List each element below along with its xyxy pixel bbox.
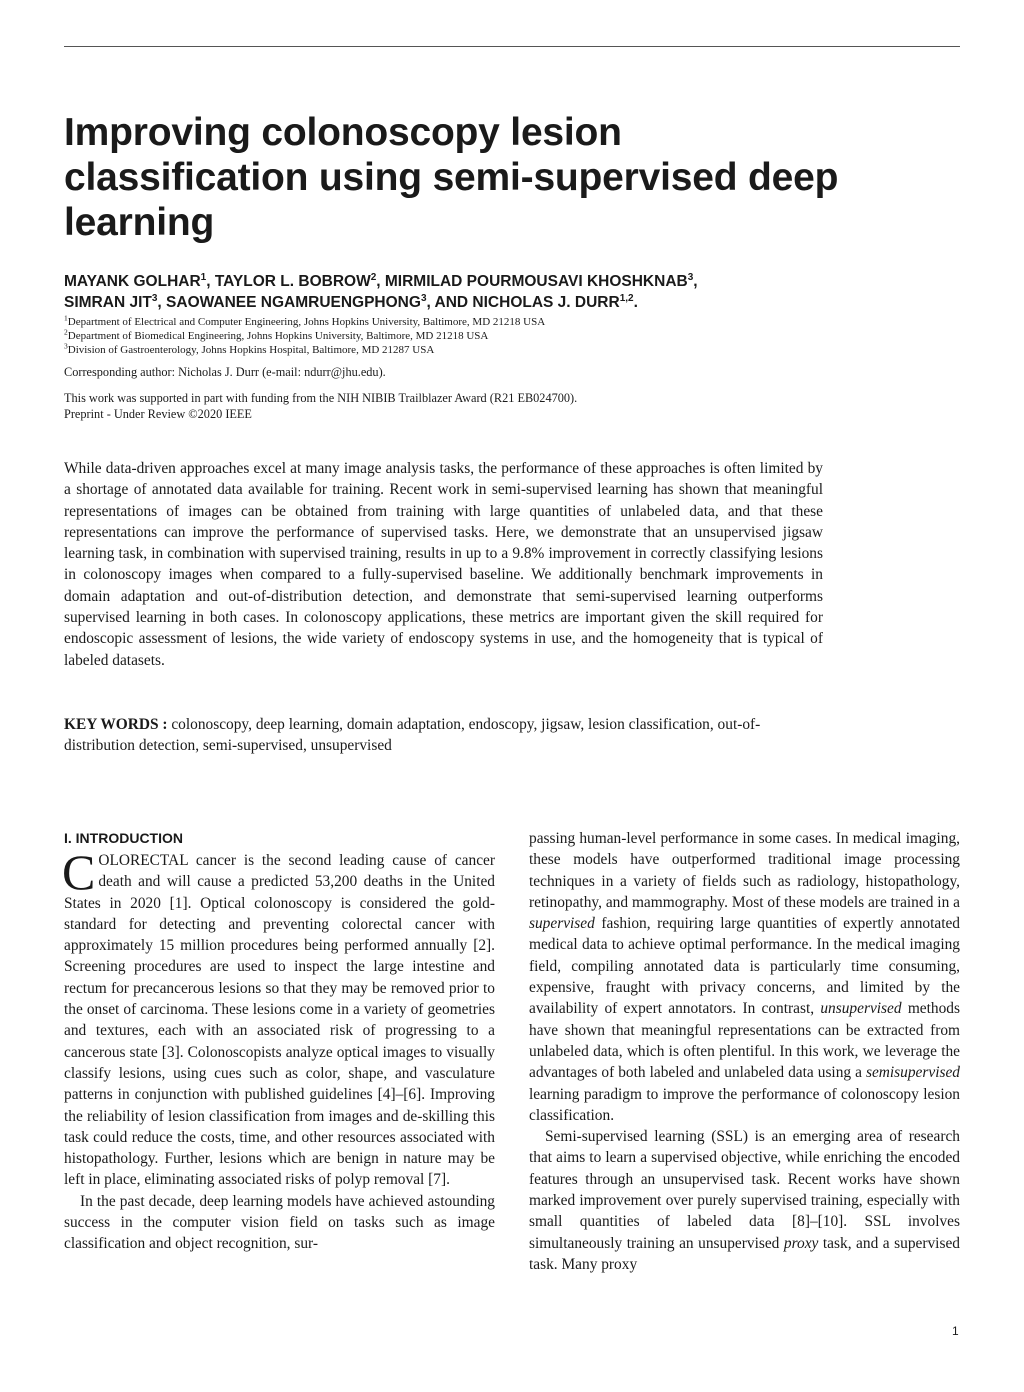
- text-run: task, and a supervised task. Many proxy: [529, 1234, 960, 1273]
- affiliation: [64, 329, 964, 343]
- author-affiliation-mark: 2: [370, 271, 377, 283]
- affiliation: [64, 315, 964, 329]
- keywords-label: KEY WORDS :: [64, 716, 168, 733]
- affiliation-text: Department of Electrical and Computer Engineering, Johns Hopkins University, Baltimore, MD 21218 USA: [67, 316, 546, 328]
- author-name: MIRMILAD POURMOUSAVI KHOSHKNAB: [384, 273, 688, 290]
- author-affiliation-mark: 3: [151, 292, 158, 304]
- affiliation-text: Department of Biomedical Engineering, Johns Hopkins University, Baltimore, MD 21218 USA: [67, 330, 489, 342]
- section-heading-introduction: I. INTRODUCTION: [64, 830, 183, 846]
- author-affiliation-mark: 1,2: [619, 292, 634, 304]
- paper-title: Improving colonoscopy lesion classification using semi-supervised deep learning: [64, 111, 839, 244]
- author-separator: ,: [206, 273, 215, 290]
- header-rule: [64, 46, 960, 47]
- author-list: [64, 271, 964, 313]
- affiliation-mark: 1: [64, 313, 68, 323]
- affiliation-list: [64, 315, 964, 357]
- text-run: Semi-supervised learning (SSL) is an emerging area of research that aims to learn a supervised objective, while enriching the encoded features through an unsupervised task. Recent works have shown marked improvement over purely supervised training, especially with small quantities of labeled data [8]–[10]. SSL involves simultaneously training an unsupervised: [529, 1128, 960, 1252]
- emphasis: semisupervised: [865, 1064, 960, 1082]
- affiliation-mark: 2: [64, 327, 68, 337]
- intro-paragraph: In the past decade, deep learning models have achieved astounding success in the computer vision field on tasks such as image classification and object recognition, sur-: [64, 1192, 495, 1253]
- intro-paragraph: [529, 1126, 960, 1275]
- affiliation: [64, 343, 964, 357]
- keywords-text: colonoscopy, deep learning, domain adaptation, endoscopy, jigsaw, lesion classification, out-of-distribution detection, semi-supervised, unsupervised: [64, 716, 761, 755]
- author-affiliation-mark: 3: [420, 292, 427, 304]
- author-separator: ,: [157, 294, 167, 311]
- intro-paragraph: [62, 844, 495, 1191]
- text-run: learning paradigm to improve the performance of colonoscopy lesion classification.: [529, 1085, 960, 1124]
- author-name: SIMRAN JIT: [64, 294, 152, 311]
- author-name: AND NICHOLAS J. DURR: [434, 294, 620, 311]
- corresponding-author: Corresponding author: Nicholas J. Durr (e-mail: ndurr@jhu.edu).: [64, 365, 386, 379]
- right-column: [529, 828, 960, 1275]
- author-affiliation-mark: 1: [200, 271, 207, 283]
- author-separator: ,: [426, 294, 435, 311]
- funding-statement: This work was supported in part with funding from the NIH NIBIB Trailblazer Award (R21 EB024700).: [64, 391, 578, 405]
- affiliation-mark: 3: [64, 341, 68, 351]
- author-separator: ,: [693, 273, 698, 290]
- author-name: MAYANK GOLHAR: [64, 273, 201, 290]
- preprint-notice: Preprint - Under Review ©2020 IEEE: [64, 407, 252, 421]
- funding-note: [64, 390, 964, 422]
- text-run: passing human-level performance in some cases. In medical imaging, these models have outperformed traditional image processing techniques in a variety of fields such as radiology, histopathology, retinopathy, and mammography. Most of these models are trained in a: [529, 830, 960, 911]
- author-separator: .: [633, 294, 638, 311]
- page-number: 1: [952, 1324, 959, 1338]
- author-name: TAYLOR L. BOBROW: [214, 273, 371, 290]
- emphasis: unsupervised: [820, 1000, 902, 1018]
- keywords: [64, 714, 823, 757]
- emphasis: supervised: [529, 915, 595, 933]
- intro-paragraph-text: OLORECTAL cancer is the second leading cause of cancer death and will cause a predicted 53,200 deaths in the United States in 2020 [1]. Optical colonoscopy is considered the gold-standard for detecting and preventing colorectal cancer with approximately 15 million procedures being performed annually [2]. Screening procedures are used to inspect the large intestine and rectum for precancerous lesions so that they may be removed prior to the onset of carcinoma. These lesions come in a variety of geometries and textures, each with an associated risk of progressing to a cancerous state [3]. Colonoscopists analyze optical images to visually classify lesions, using cues such as color, shape, and vasculature patterns in conjunction with published guidelines [4]–[6]. Improving the reliability of lesion classification from images and de-skilling this task could reduce the costs, time, and other resources associated with histopathology. Further, lesions which are benign in nature may be left in place, eliminating associated risks of polyp removal [7].: [64, 852, 495, 1189]
- text-run: methods have shown that meaningful representations can be extracted from unlabeled data, which is often plentiful. In this work, we leverage the advantages of both labeled and unlabeled data using a: [529, 1000, 960, 1082]
- emphasis: proxy: [783, 1234, 819, 1252]
- author-name: SAOWANEE NGAMRUENGPHONG: [166, 294, 421, 311]
- left-column: [62, 844, 495, 1255]
- author-affiliation-mark: 3: [687, 271, 694, 283]
- drop-cap: C: [62, 844, 96, 900]
- abstract: While data-driven approaches excel at many image analysis tasks, the performance of these approaches is often limited by a shortage of annotated data available for training. Recent work in semi-supervised learning has shown that meaningful representations of images can be obtained from training with large quantities of unlabeled data, and that these representations can improve the performance of supervised tasks. Here, we demonstrate that an unsupervised jigsaw learning task, in combination with supervised training, results in up to a 9.8% improvement in correctly classifying lesions in colonoscopy images when compared to a fully-supervised baseline. We additionally benchmark improvements in domain adaptation and out-of-distribution detection, and demonstrate that semi-supervised learning outperforms supervised learning in both cases. In colonoscopy applications, these metrics are important given the skill required for endoscopic assessment of lesions, the wide variety of endoscopy systems in use, and the homogeneity that is typical of labeled datasets.: [64, 460, 823, 669]
- text-run: fashion, requiring large quantities of expertly annotated medical data to achieve optimal performance. In the medical imaging field, compiling annotated data is particularly time consuming, expensive, fraught with privacy concerns, and limited by the availability of expert annotators. In contrast,: [529, 915, 960, 1018]
- intro-paragraph: [529, 828, 960, 1126]
- affiliation-text: Division of Gastroenterology, Johns Hopkins Hospital, Baltimore, MD 21287 USA: [67, 344, 435, 356]
- author-separator: ,: [376, 273, 385, 290]
